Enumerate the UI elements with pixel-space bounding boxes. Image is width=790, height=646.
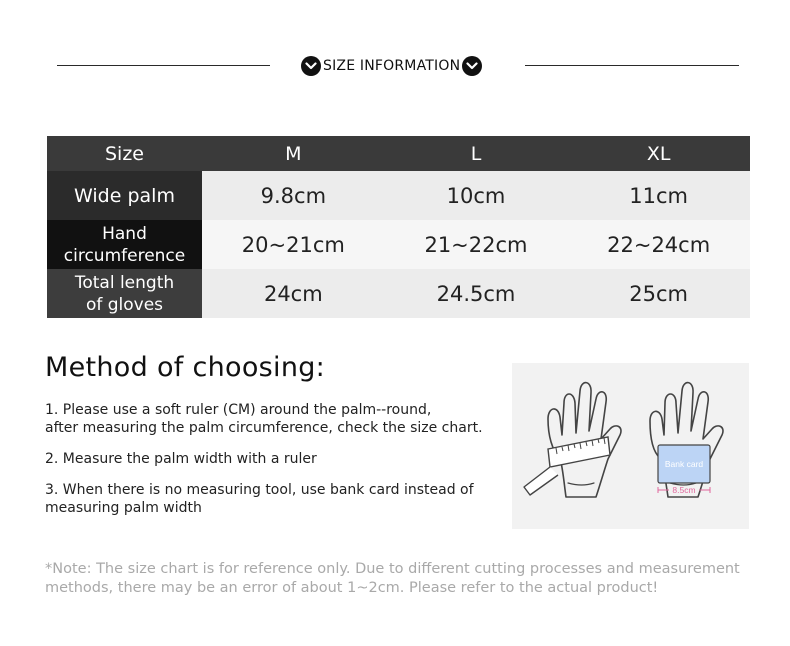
table-header-row <box>47 136 750 171</box>
step-line: 2. Measure the palm width with a ruler <box>45 451 317 467</box>
row-label-line: Hand <box>102 223 147 244</box>
header-divider-left <box>57 65 270 66</box>
step-line: after measuring the palm circumference, check the size chart. <box>45 420 483 436</box>
step-line: 3. When there is no measuring tool, use bank card instead of <box>45 482 474 498</box>
method-step <box>45 401 495 437</box>
hand-with-ruler-icon <box>548 383 621 497</box>
row-label <box>47 269 202 318</box>
column-header: M <box>202 136 385 171</box>
table-cell: 9.8cm <box>202 171 385 220</box>
table-cell: 11cm <box>567 171 750 220</box>
method-title: Method of choosing: <box>45 352 326 383</box>
table-cell: 21~22cm <box>385 220 568 269</box>
chevron-down-circle-icon <box>462 56 482 76</box>
header-title: SIZE INFORMATION <box>323 58 461 74</box>
header-title-group <box>301 53 482 79</box>
column-header: XL <box>567 136 750 171</box>
table-row <box>47 269 750 318</box>
table-row <box>47 171 750 220</box>
size-chart-table <box>47 136 750 318</box>
disclaimer-note <box>45 560 760 598</box>
row-label-line: of gloves <box>85 294 164 315</box>
table-cell: 24cm <box>202 269 385 318</box>
card-width-label: 8.5cm <box>672 485 696 495</box>
row-label <box>47 220 202 269</box>
bank-card-label: Bank card <box>664 459 704 469</box>
note-line: methods, there may be an error of about 1~2cm. Please refer to the actual product! <box>45 580 659 596</box>
column-header: L <box>385 136 568 171</box>
table-cell: 22~24cm <box>567 220 750 269</box>
row-label-line: Wide palm <box>74 184 175 207</box>
method-step <box>45 481 495 517</box>
section-header <box>0 53 790 79</box>
row-label <box>47 171 202 220</box>
table-cell: 20~21cm <box>202 220 385 269</box>
row-label-line: Total length <box>74 272 175 293</box>
step-line: measuring palm width <box>45 500 202 516</box>
column-header: Size <box>47 136 202 171</box>
note-line: *Note: The size chart is for reference only. Due to different cutting processes and measurement <box>45 561 740 577</box>
method-steps <box>45 401 495 530</box>
table-cell: 24.5cm <box>385 269 568 318</box>
table-cell: 10cm <box>385 171 568 220</box>
step-line: 1. Please use a soft ruler (CM) around the palm--round, <box>45 402 432 418</box>
table-row <box>47 220 750 269</box>
row-label-line: circumference <box>63 245 186 266</box>
table-cell: 25cm <box>567 269 750 318</box>
method-step <box>45 450 495 468</box>
chevron-down-circle-icon <box>301 56 321 76</box>
measuring-illustration <box>512 363 749 529</box>
header-divider-right <box>525 65 739 66</box>
